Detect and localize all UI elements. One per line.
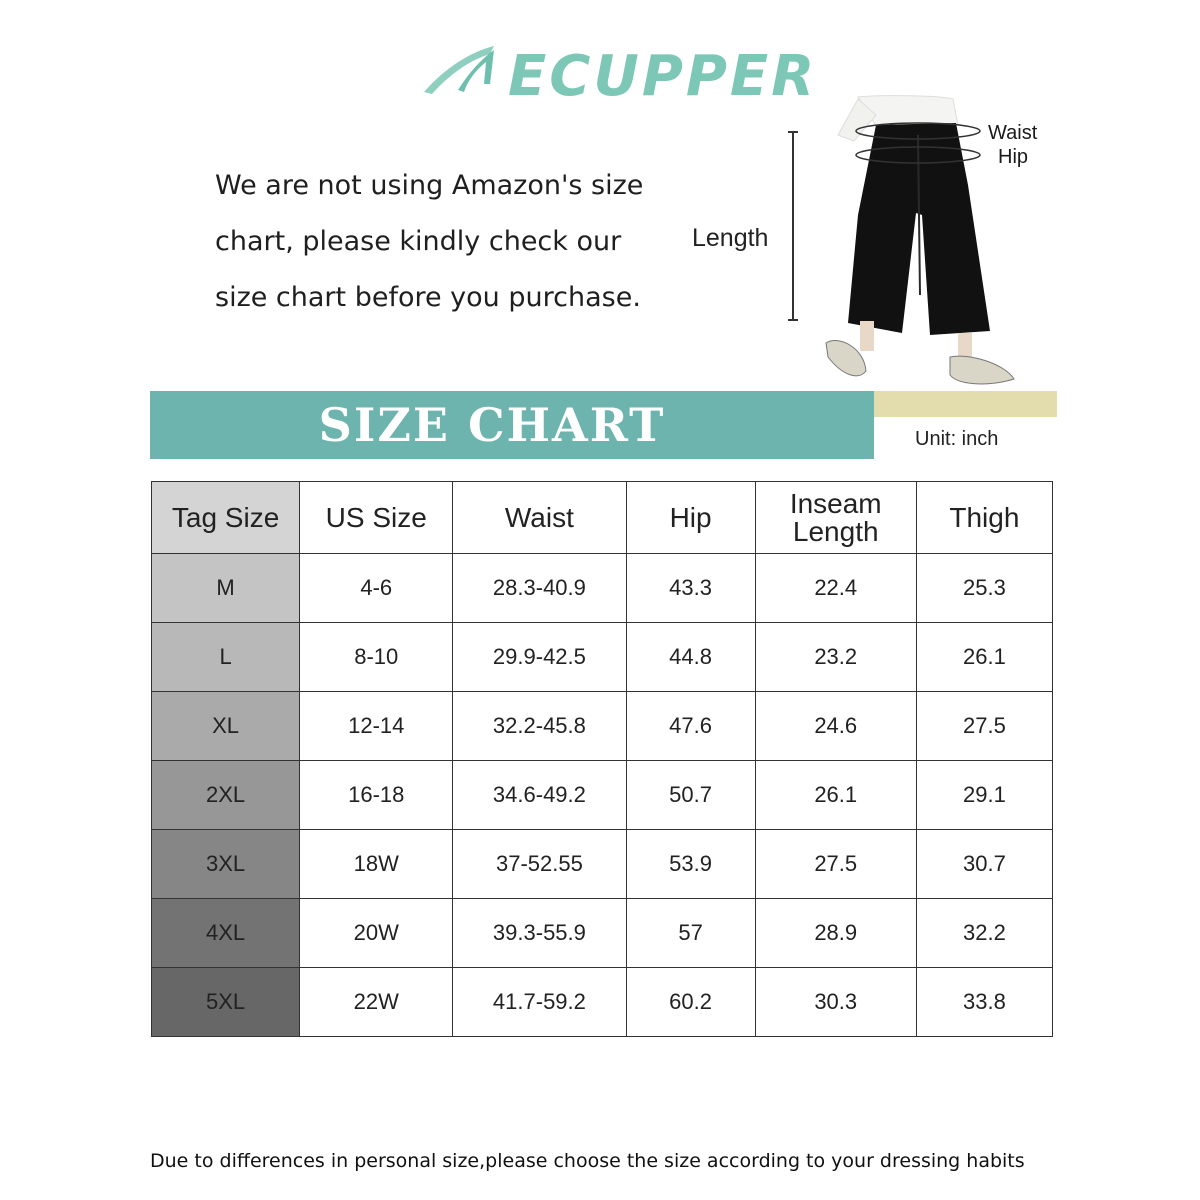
cell-thigh: 25.3 xyxy=(916,554,1052,623)
cell-hip: 47.6 xyxy=(626,692,755,761)
header-waist: Waist xyxy=(453,482,626,554)
size-table xyxy=(151,481,1053,1037)
cell-thigh: 30.7 xyxy=(916,830,1052,899)
cell-waist: 28.3-40.9 xyxy=(453,554,626,623)
cell-us: 12-14 xyxy=(300,692,453,761)
notice-line: chart, please kindly check our xyxy=(215,226,622,257)
table-row xyxy=(152,830,1053,899)
cell-inseam: 22.4 xyxy=(755,554,916,623)
brand-logo xyxy=(420,40,818,110)
cell-thigh: 27.5 xyxy=(916,692,1052,761)
cell-hip: 57 xyxy=(626,899,755,968)
table-row xyxy=(152,761,1053,830)
table-body xyxy=(152,554,1053,1037)
brand-name: ECUPPER xyxy=(508,44,818,109)
cell-inseam: 24.6 xyxy=(755,692,916,761)
cell-us: 8-10 xyxy=(300,623,453,692)
size-chart-banner xyxy=(150,391,874,459)
cell-waist: 39.3-55.9 xyxy=(453,899,626,968)
cell-hip: 44.8 xyxy=(626,623,755,692)
cell-inseam: 30.3 xyxy=(755,968,916,1037)
banner-title: SIZE CHART xyxy=(318,398,666,452)
table-row xyxy=(152,623,1053,692)
unit-label: Unit: inch xyxy=(915,428,999,450)
cell-tag: 3XL xyxy=(152,830,300,899)
cell-thigh: 26.1 xyxy=(916,623,1052,692)
table-row xyxy=(152,692,1053,761)
cell-waist: 34.6-49.2 xyxy=(453,761,626,830)
cell-tag: L xyxy=(152,623,300,692)
cell-tag: M xyxy=(152,554,300,623)
waist-label: Waist xyxy=(988,122,1038,144)
cell-tag: XL xyxy=(152,692,300,761)
table-row xyxy=(152,968,1053,1037)
cell-thigh: 32.2 xyxy=(916,899,1052,968)
table-row xyxy=(152,899,1053,968)
cell-tag: 2XL xyxy=(152,761,300,830)
cell-us: 20W xyxy=(300,899,453,968)
notice-line: We are not using Amazon's size xyxy=(215,170,644,201)
header-hip: Hip xyxy=(626,482,755,554)
length-label: Length xyxy=(692,224,769,252)
header-inseam-length: Inseam Length xyxy=(755,482,916,554)
cell-thigh: 33.8 xyxy=(916,968,1052,1037)
cell-us: 4-6 xyxy=(300,554,453,623)
brand-swoosh-icon xyxy=(420,40,506,110)
table-header-row xyxy=(152,482,1053,554)
cell-tag: 5XL xyxy=(152,968,300,1037)
cell-inseam: 28.9 xyxy=(755,899,916,968)
cell-hip: 60.2 xyxy=(626,968,755,1037)
cell-thigh: 29.1 xyxy=(916,761,1052,830)
hip-label: Hip xyxy=(998,146,1029,168)
notice-line: size chart before you purchase. xyxy=(215,282,641,313)
cell-hip: 50.7 xyxy=(626,761,755,830)
cell-inseam: 23.2 xyxy=(755,623,916,692)
header-tag-size: Tag Size xyxy=(152,482,300,554)
length-indicator xyxy=(792,131,794,321)
cell-waist: 32.2-45.8 xyxy=(453,692,626,761)
cell-us: 18W xyxy=(300,830,453,899)
header-thigh: Thigh xyxy=(916,482,1052,554)
cell-waist: 41.7-59.2 xyxy=(453,968,626,1037)
cell-hip: 43.3 xyxy=(626,554,755,623)
cell-inseam: 26.1 xyxy=(755,761,916,830)
cell-waist: 29.9-42.5 xyxy=(453,623,626,692)
cell-hip: 53.9 xyxy=(626,830,755,899)
footer-note: Due to differences in personal size,please choose the size according to your dressing habits xyxy=(150,1150,1025,1172)
cell-us: 22W xyxy=(300,968,453,1037)
header-us-size: US Size xyxy=(300,482,453,554)
size-notice xyxy=(215,158,685,326)
cell-tag: 4XL xyxy=(152,899,300,968)
cell-waist: 37-52.55 xyxy=(453,830,626,899)
banner-accent-bar xyxy=(874,391,1057,417)
cell-us: 16-18 xyxy=(300,761,453,830)
table-row xyxy=(152,554,1053,623)
cell-inseam: 27.5 xyxy=(755,830,916,899)
